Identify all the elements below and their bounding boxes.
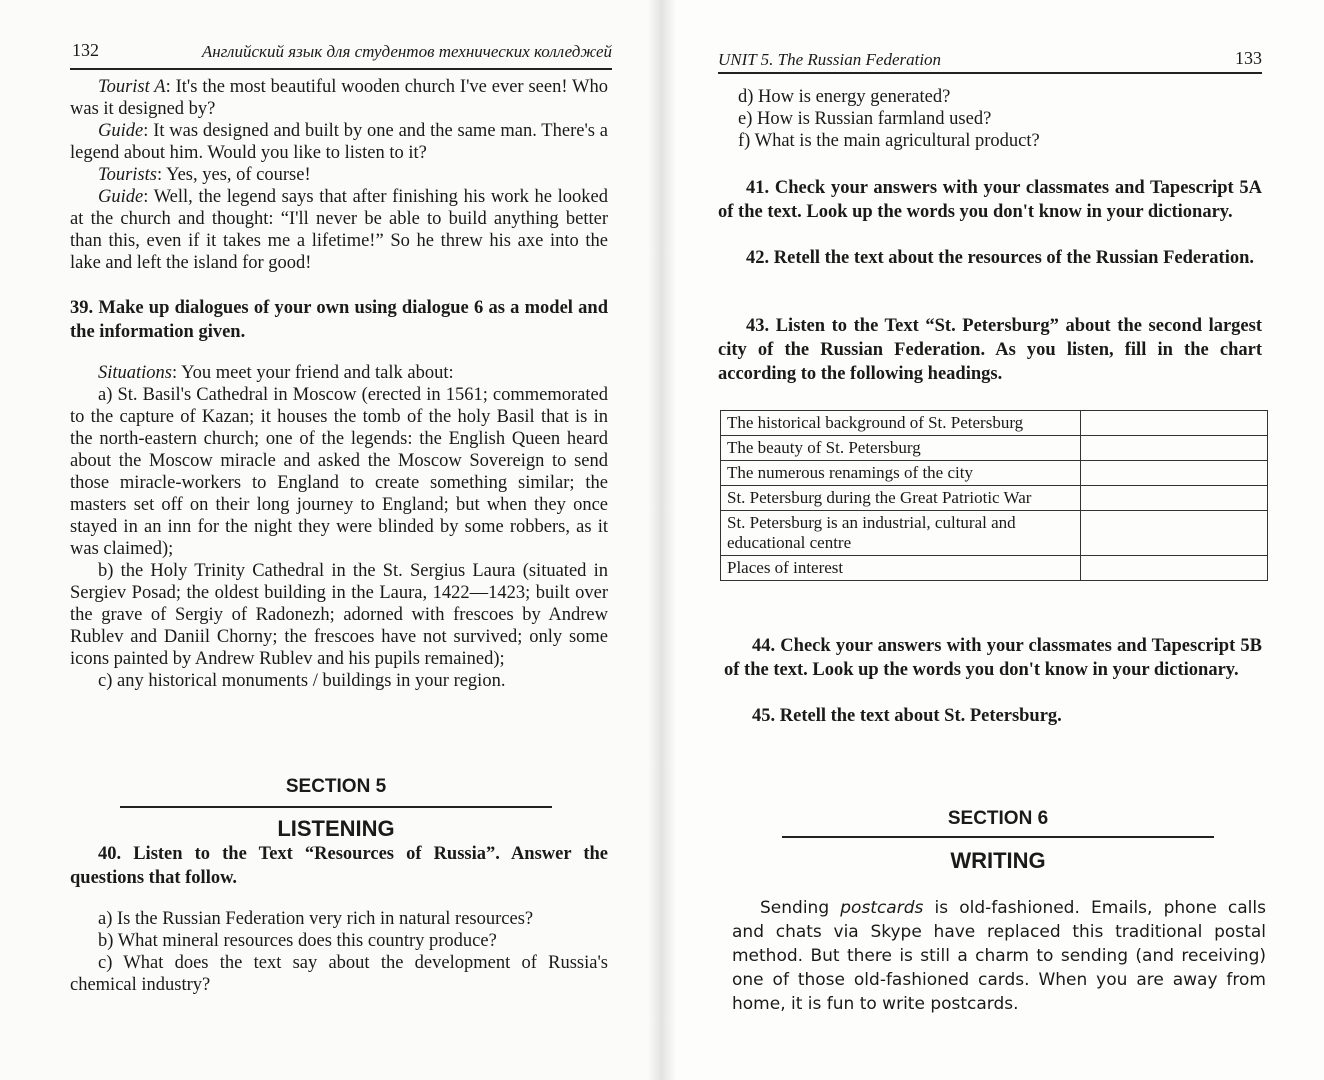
questions-left xyxy=(70,908,608,996)
chart-heading: The numerous renamings of the city xyxy=(721,461,1081,486)
header-rule xyxy=(70,68,612,70)
chart-answer-cell[interactable] xyxy=(1081,486,1268,511)
question-item: b) What mineral resources does this country produce? xyxy=(98,931,497,951)
chart-row xyxy=(721,511,1268,556)
chart-row xyxy=(721,486,1268,511)
section-6-title: WRITING xyxy=(950,848,1046,873)
situation-item: a) St. Basil's Cathedral in Moscow (erected in 1561; commemorated to the capture of Kazan; it houses the tomb of the holy Basil that is in the north-eastern church; one of the legends: the English Queen heard about the Moscow miracle and asked the Moscow Sovereign to send those miracle-workers to England to create something similar; the masters set off on their long journey to England; but when they once stayed in an inn for the night they were blinded by some robbers, as it was claimed); xyxy=(70,385,608,559)
chart-row xyxy=(721,436,1268,461)
section-rule xyxy=(120,806,552,808)
question-item: e) How is Russian farmland used? xyxy=(738,109,992,129)
task-42: 42. Retell the text about the resources of the Russian Federation. xyxy=(746,248,1255,268)
task-44: 44. Check your answers with your classmates and Tapescript 5B of the text. Look up the words you don't know in your dictionary. xyxy=(724,636,1262,680)
chart-answer-cell[interactable] xyxy=(1081,511,1268,556)
question-item: a) Is the Russian Federation very rich in natural resources? xyxy=(98,909,534,929)
chart-answer-cell[interactable] xyxy=(1081,436,1268,461)
question-item: f) What is the main agricultural product? xyxy=(738,131,1040,151)
chart-heading: The beauty of St. Petersburg xyxy=(721,436,1081,461)
chart-row xyxy=(721,411,1268,436)
running-title: Английский язык для студентов технических колледжей xyxy=(201,42,612,61)
section-5-title: LISTENING xyxy=(277,816,395,841)
emphasis-postcards: postcards xyxy=(840,898,924,918)
dialogue-line: Guide: Well, the legend says that after finishing his work he looked at the church and thought: “I'll never be able to build anything better than this, even if it takes me a lifetime!” So he threw his axe into the lake and left the island for good! xyxy=(70,187,608,273)
running-title: UNIT 5. The Russian Federation xyxy=(718,50,942,69)
right-page xyxy=(662,0,1324,1080)
chart-heading: Places of interest xyxy=(721,556,1081,581)
section-6-label: SECTION 6 xyxy=(947,808,1049,829)
situation-item: c) any historical monuments / buildings in your region. xyxy=(98,671,506,691)
situations-intro: Situations: You meet your friend and talk about: xyxy=(98,363,454,383)
question-item: d) How is energy generated? xyxy=(738,87,951,107)
task-45: 45. Retell the text about St. Petersburg. xyxy=(752,706,1062,726)
chart-answer-cell[interactable] xyxy=(1081,556,1268,581)
page-number: 132 xyxy=(72,40,99,60)
questions-right xyxy=(738,86,1258,152)
chart-row xyxy=(721,556,1268,581)
book-gutter xyxy=(648,0,676,1080)
section-rule xyxy=(782,836,1214,838)
task-39: 39. Make up dialogues of your own using dialogue 6 as a model and the information given. xyxy=(70,298,608,342)
dialogue-line: Tourists: Yes, yes, of course! xyxy=(98,165,311,185)
situations xyxy=(70,362,608,692)
chart-answer-cell[interactable] xyxy=(1081,461,1268,486)
chart-heading: St. Petersburg is an industrial, cultural and educational centre xyxy=(721,511,1081,556)
chart-answer-cell[interactable] xyxy=(1081,411,1268,436)
dialogue xyxy=(70,76,608,274)
task-40: 40. Listen to the Text “Resources of Russia”. Answer the questions that follow. xyxy=(70,844,608,888)
question-item: c) What does the text say about the development of Russia's chemical industry? xyxy=(70,953,608,995)
page-number: 133 xyxy=(1235,48,1262,68)
fill-in-chart xyxy=(720,410,1268,581)
header-rule xyxy=(718,72,1262,74)
dialogue-line: Guide: It was designed and built by one and the same man. There's a legend about him. Would you like to listen to it? xyxy=(70,121,608,163)
chart-row xyxy=(721,461,1268,486)
task-43: 43. Listen to the Text “St. Petersburg” about the second largest city of the Russian Federation. As you listen, fill in the chart according to the following headings. xyxy=(718,316,1262,384)
chart-heading: The historical background of St. Petersburg xyxy=(721,411,1081,436)
section-5-label: SECTION 5 xyxy=(285,776,387,797)
writing-paragraph: Sending postcards is old-fashioned. Emails, phone calls and chats via Skype have replaced this traditional postal method. But there is still a charm to sending (and receiving) one of those old-fashioned cards. When you are away from home, it is fun to write postcards. xyxy=(732,898,1266,1014)
task-41: 41. Check your answers with your classmates and Tapescript 5A of the text. Look up the words you don't know in your dictionary. xyxy=(718,178,1262,222)
dialogue-line: Tourist A: It's the most beautiful wooden church I've ever seen! Who was it designed by? xyxy=(70,77,608,119)
chart-heading: St. Petersburg during the Great Patriotic War xyxy=(721,486,1081,511)
situation-item: b) the Holy Trinity Cathedral in the St. Sergius Laura (situated in Sergiev Posad; the oldest building in the Laura, 1422—1423; built over the grave of Sergiy of Radonezh; adorned with frescoes by Andrew Rublev and Daniil Chorny; the frescoes have not survived; only some icons painted by Andrew Rublev and his pupils remained); xyxy=(70,561,608,669)
